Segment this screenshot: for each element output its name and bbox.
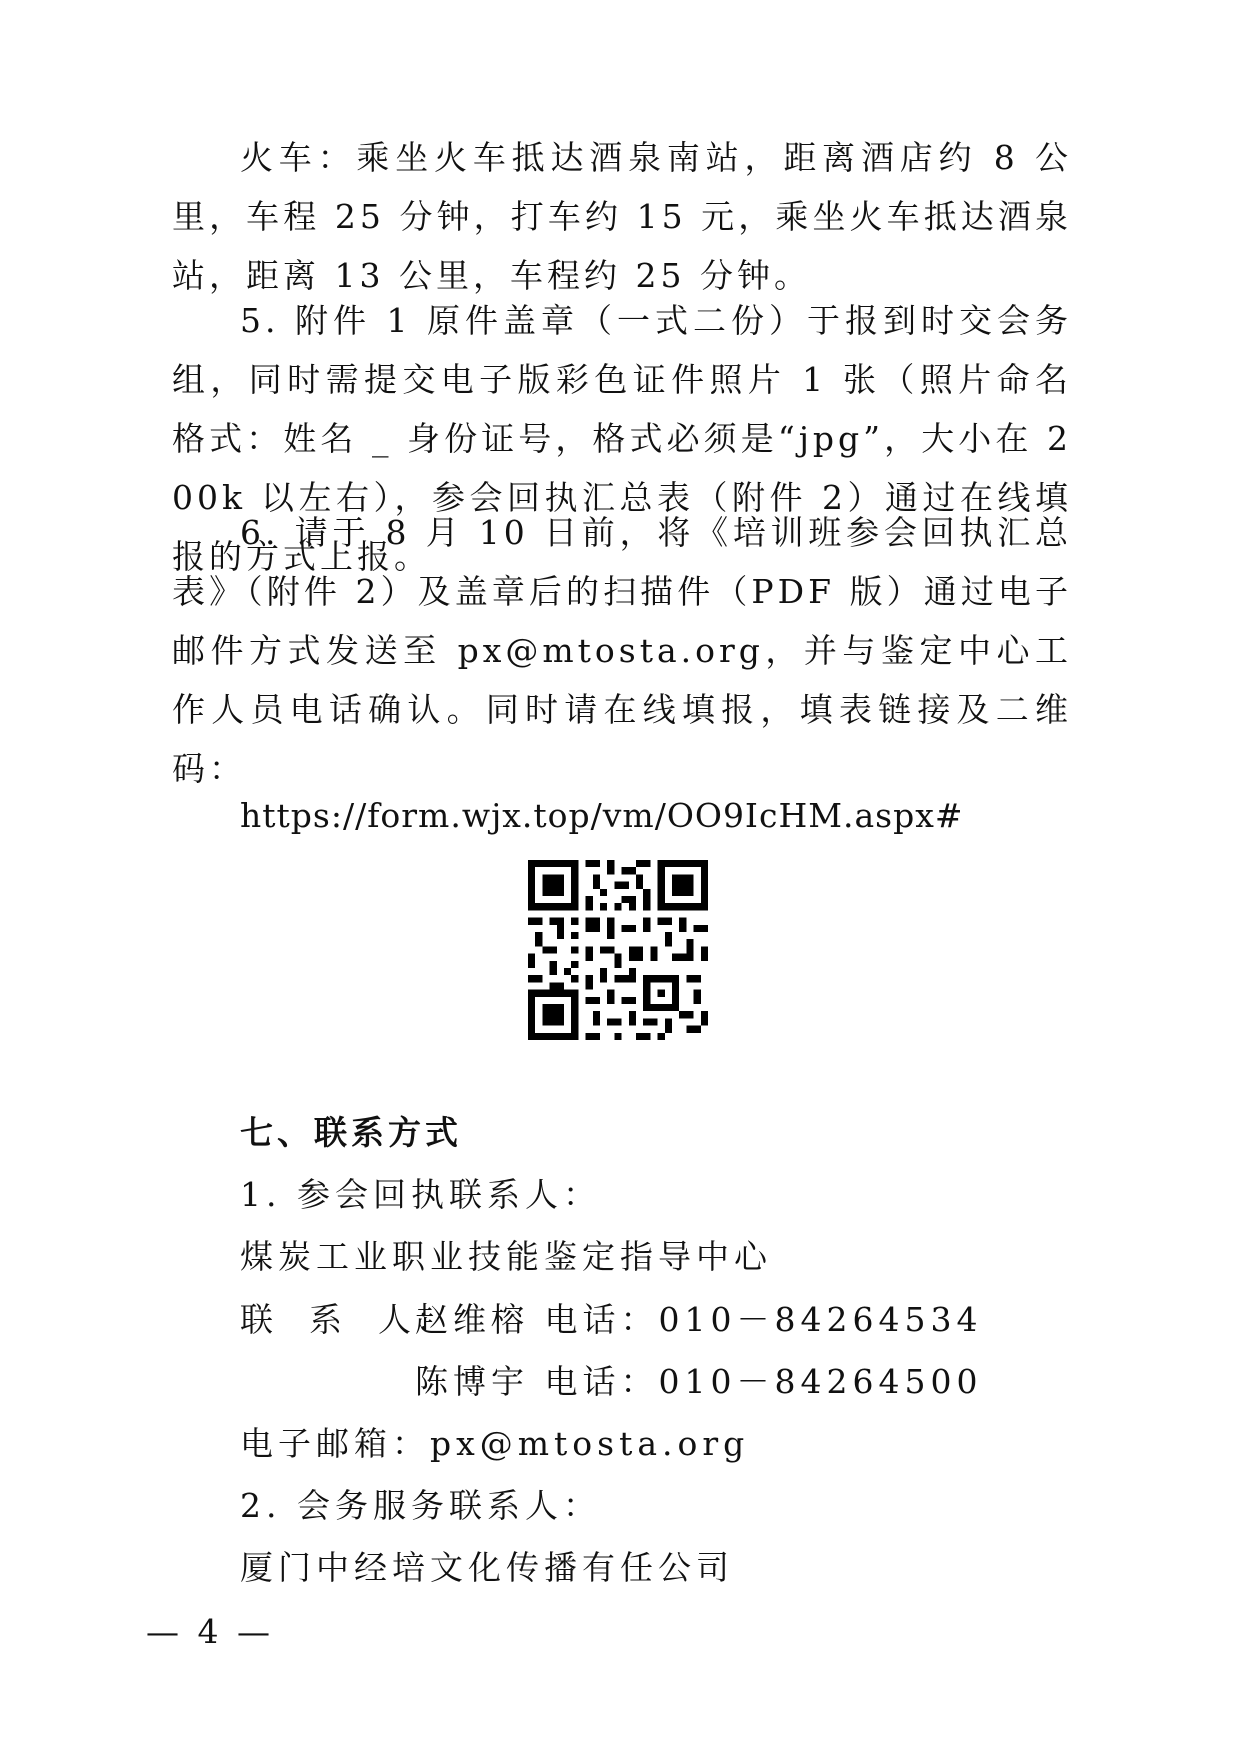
contact1-org: 煤炭工业职业技能鉴定指导中心: [240, 1237, 772, 1276]
contact-person-1: 赵维榕 电话：010－84264534: [415, 1300, 983, 1339]
page-number: — 4 —: [146, 1612, 274, 1651]
train-text: 火车：乘坐火车抵达酒泉南站，距离酒店约 8 公里，车程 25 分钟，打车约 15 元，乘坐火车抵达酒泉站，距离 13 公里，车程约 25 分钟。: [172, 138, 1072, 295]
email-line: 电子邮箱：px@mtosta.org: [240, 1424, 750, 1463]
contact-label: 联 系 人：: [240, 1300, 454, 1339]
item6-text: 6. 请于 8 月 10 日前，将《培训班参会回执汇总表》（附件 2）及盖章后的扫描件（PDF 版）通过电子邮件方式发送至 px@mtosta.org，并与鉴定中心工作人员电话确认。同时请在线填报，填表链接及二维码：: [172, 513, 1072, 788]
contact2-org: 厦门中经培文化传播有任公司: [240, 1548, 734, 1587]
section-heading-contact: 七、联系方式: [240, 1113, 462, 1152]
form-url[interactable]: https://form.wjx.top/vm/OO9IcHM.aspx#: [240, 796, 964, 835]
contact2-title: 2. 会务服务联系人：: [240, 1486, 601, 1525]
paragraph-item-6: [172, 503, 1072, 798]
paragraph-train: [172, 128, 1072, 305]
contact-person-2: 陈博宇 电话：010－84264500: [415, 1362, 983, 1401]
item5-text: 5. 附件 1 原件盖章（一式二份）于报到时交会务组，同时需提交电子版彩色证件照片 1 张（照片命名格式：姓名 _ 身份证号，格式必须是“jpg”，大小在 200k 以左右），参会回执汇总表（附件 2）通过在线填报的方式上报。: [172, 301, 1072, 576]
qr-code-image: [528, 860, 708, 1040]
contact1-title: 1. 参会回执联系人：: [240, 1175, 601, 1214]
